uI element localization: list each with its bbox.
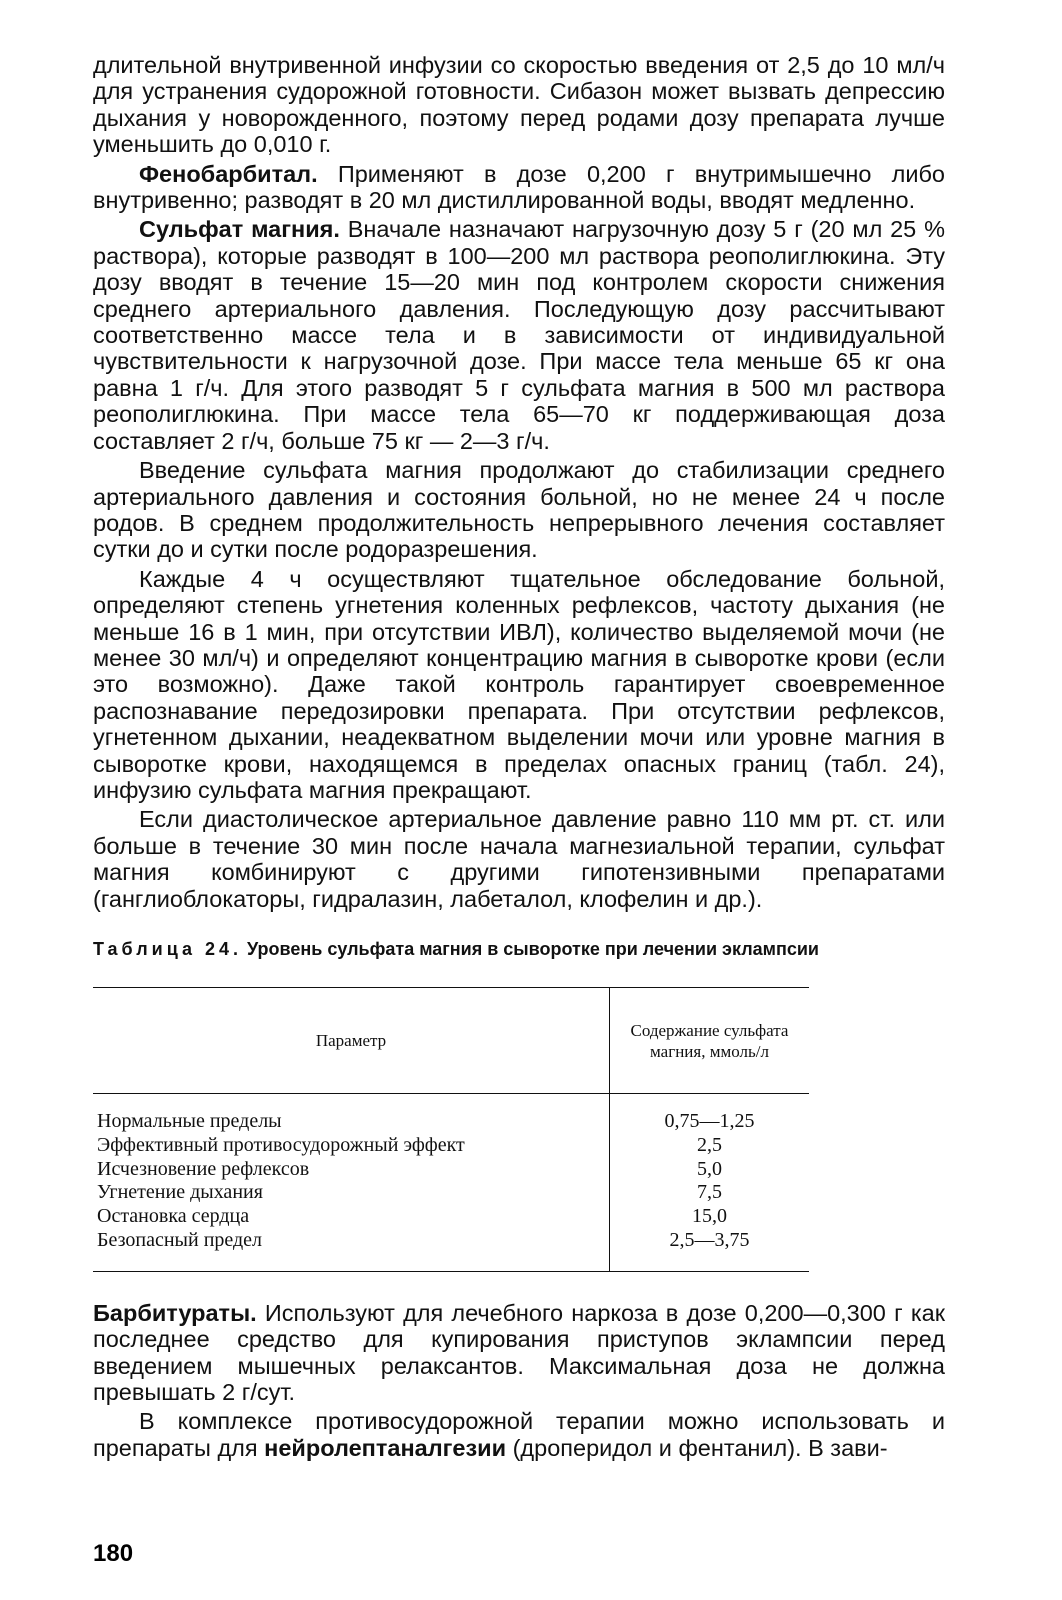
table-caption-label: Таблица 24. (93, 939, 243, 959)
paragraph (93, 52, 945, 158)
paragraph (93, 1408, 945, 1461)
table-row (93, 1094, 809, 1134)
value-cell: 2,5 (697, 1133, 722, 1156)
paragraph (93, 457, 945, 563)
header-magnesium-content: Содержание сульфата магния, ммоль/л (610, 988, 810, 1094)
paragraph-text: Каждые 4 ч осуществляют тщательное обследование больной, определяют степень угнетения коленных рефлексов, частоту дыхания (не меньше 16 в 1 мин, при отсутствии ИВЛ), количество выделяемой мочи (не менее 30 мл/ч) и определяют концентрацию магния в сыворотке крови (если это возможно). Даже такой контроль гарантирует своевременное распознавание передозировки препарата. При отсутствии рефлексов, угнетенном дыхании, неадекватном выделении мочи или уровне магния в сыворотке крови, находящемся в пределах опасных границ (табл. 24), инфузию сульфата магния прекращают. (93, 565, 945, 803)
page-number: 180 (93, 1540, 134, 1567)
paragraph (93, 806, 945, 912)
parameter-cell: Безопасный предел (93, 1229, 610, 1271)
value-cell: 0,75—1,25 (664, 1110, 755, 1132)
value-cell: 7,5 (697, 1181, 722, 1204)
paragraph-term: нейролептаналгезии (264, 1434, 507, 1461)
paragraph-text: Введение сульфата магния продолжают до стабилизации среднего артериального давления и состояния больной, но не менее 24 ч после родов. В среднем продолжительность непрерывного лечения составляет сутки до и сутки после родоразрешения. (93, 457, 945, 563)
paragraph (93, 216, 945, 454)
table-row (93, 1181, 809, 1205)
table-row (93, 1134, 809, 1158)
paragraph (93, 566, 945, 804)
page-body (93, 52, 945, 1464)
value-cell: 5,0 (697, 1157, 722, 1180)
parameter-cell: Исчезновение рефлексов (93, 1158, 610, 1182)
header-parameter: Параметр (93, 988, 610, 1094)
table-header-row (93, 988, 809, 1094)
paragraph-text: Используют для лечебного наркоза в дозе 0,200—0,300 г как последнее средство для купирования приступов эклампсии перед введением мышечных релаксантов. Максимальная доза не должна превышать 2 г/сут. (93, 1299, 945, 1405)
parameter-cell: Угнетение дыхания (93, 1181, 610, 1205)
paragraph-heading: Фенобарбитал. (139, 160, 318, 187)
table-caption-text: Уровень сульфата магния в сыворотке при лечении эклампсии (242, 939, 819, 959)
table-row (93, 1158, 809, 1182)
paragraph-text: Если диастолическое артериальное давление равно 110 мм рт. ст. или больше в течение 30 мин после начала магнезиальной терапии, сульфат магния комбинируют с другими гипотензивными препаратами (ганглиоблокаторы, гидралазин, лабеталол, клофелин и др.). (93, 806, 945, 912)
parameter-cell: Эффективный противосудорожный эффект (93, 1134, 610, 1158)
paragraph-text: Вначале назначают нагрузочную дозу 5 г (20 мл 25 % раствора), которые разводят в 100—200 мл раствора реополиглюкина. Эту дозу вводят в течение 15—20 мин под контролем скорости снижения среднего артериального давления. Последующую дозу рассчитывают соответственно массе тела и в зависимости от индивидуальной чувствительности к нагрузочной дозе. При массе тела меньше 65 кг она равна 1 г/ч. Для этого разводят 5 г сульфата магния в 500 мл раствора реополиглюкина. При массе тела 65—70 кг поддерживающая доза составляет 2 г/ч, больше 75 кг — 2—3 г/ч. (93, 216, 945, 454)
parameter-cell: Нормальные пределы (93, 1094, 610, 1134)
paragraph-heading: Сульфат магния. (139, 216, 340, 243)
paragraph (93, 161, 945, 214)
paragraph (93, 1300, 945, 1406)
paragraph-text: В комплексе противосудорожной терапии можно использовать и препараты для (93, 1408, 945, 1461)
paragraph-text: (дроперидол и фентанил). В зави- (506, 1434, 888, 1461)
magnesium-level-table (93, 987, 809, 1272)
table-row (93, 1229, 809, 1271)
paragraph-heading: Барбитураты. (93, 1299, 257, 1326)
table-caption (93, 938, 833, 961)
value-cell: 15,0 (692, 1205, 727, 1228)
value-cell: 2,5—3,75 (610, 1229, 810, 1271)
parameter-cell: Остановка сердца (93, 1205, 610, 1229)
table-row (93, 1205, 809, 1229)
paragraph-text: Применяют в дозе 0,200 г внутримышечно либо внутривенно; разводят в 20 мл дистиллированной воды, вводят медленно. (93, 160, 945, 214)
paragraph-text: длительной внутривенной инфузии со скоростью введения от 2,5 до 10 мл/ч для устранения судорожной готовности. Сибазон может вызвать депрессию дыхания у новорожденного, поэтому перед родами дозу препарата лучше уменьшить до 0,010 г. (93, 52, 945, 158)
